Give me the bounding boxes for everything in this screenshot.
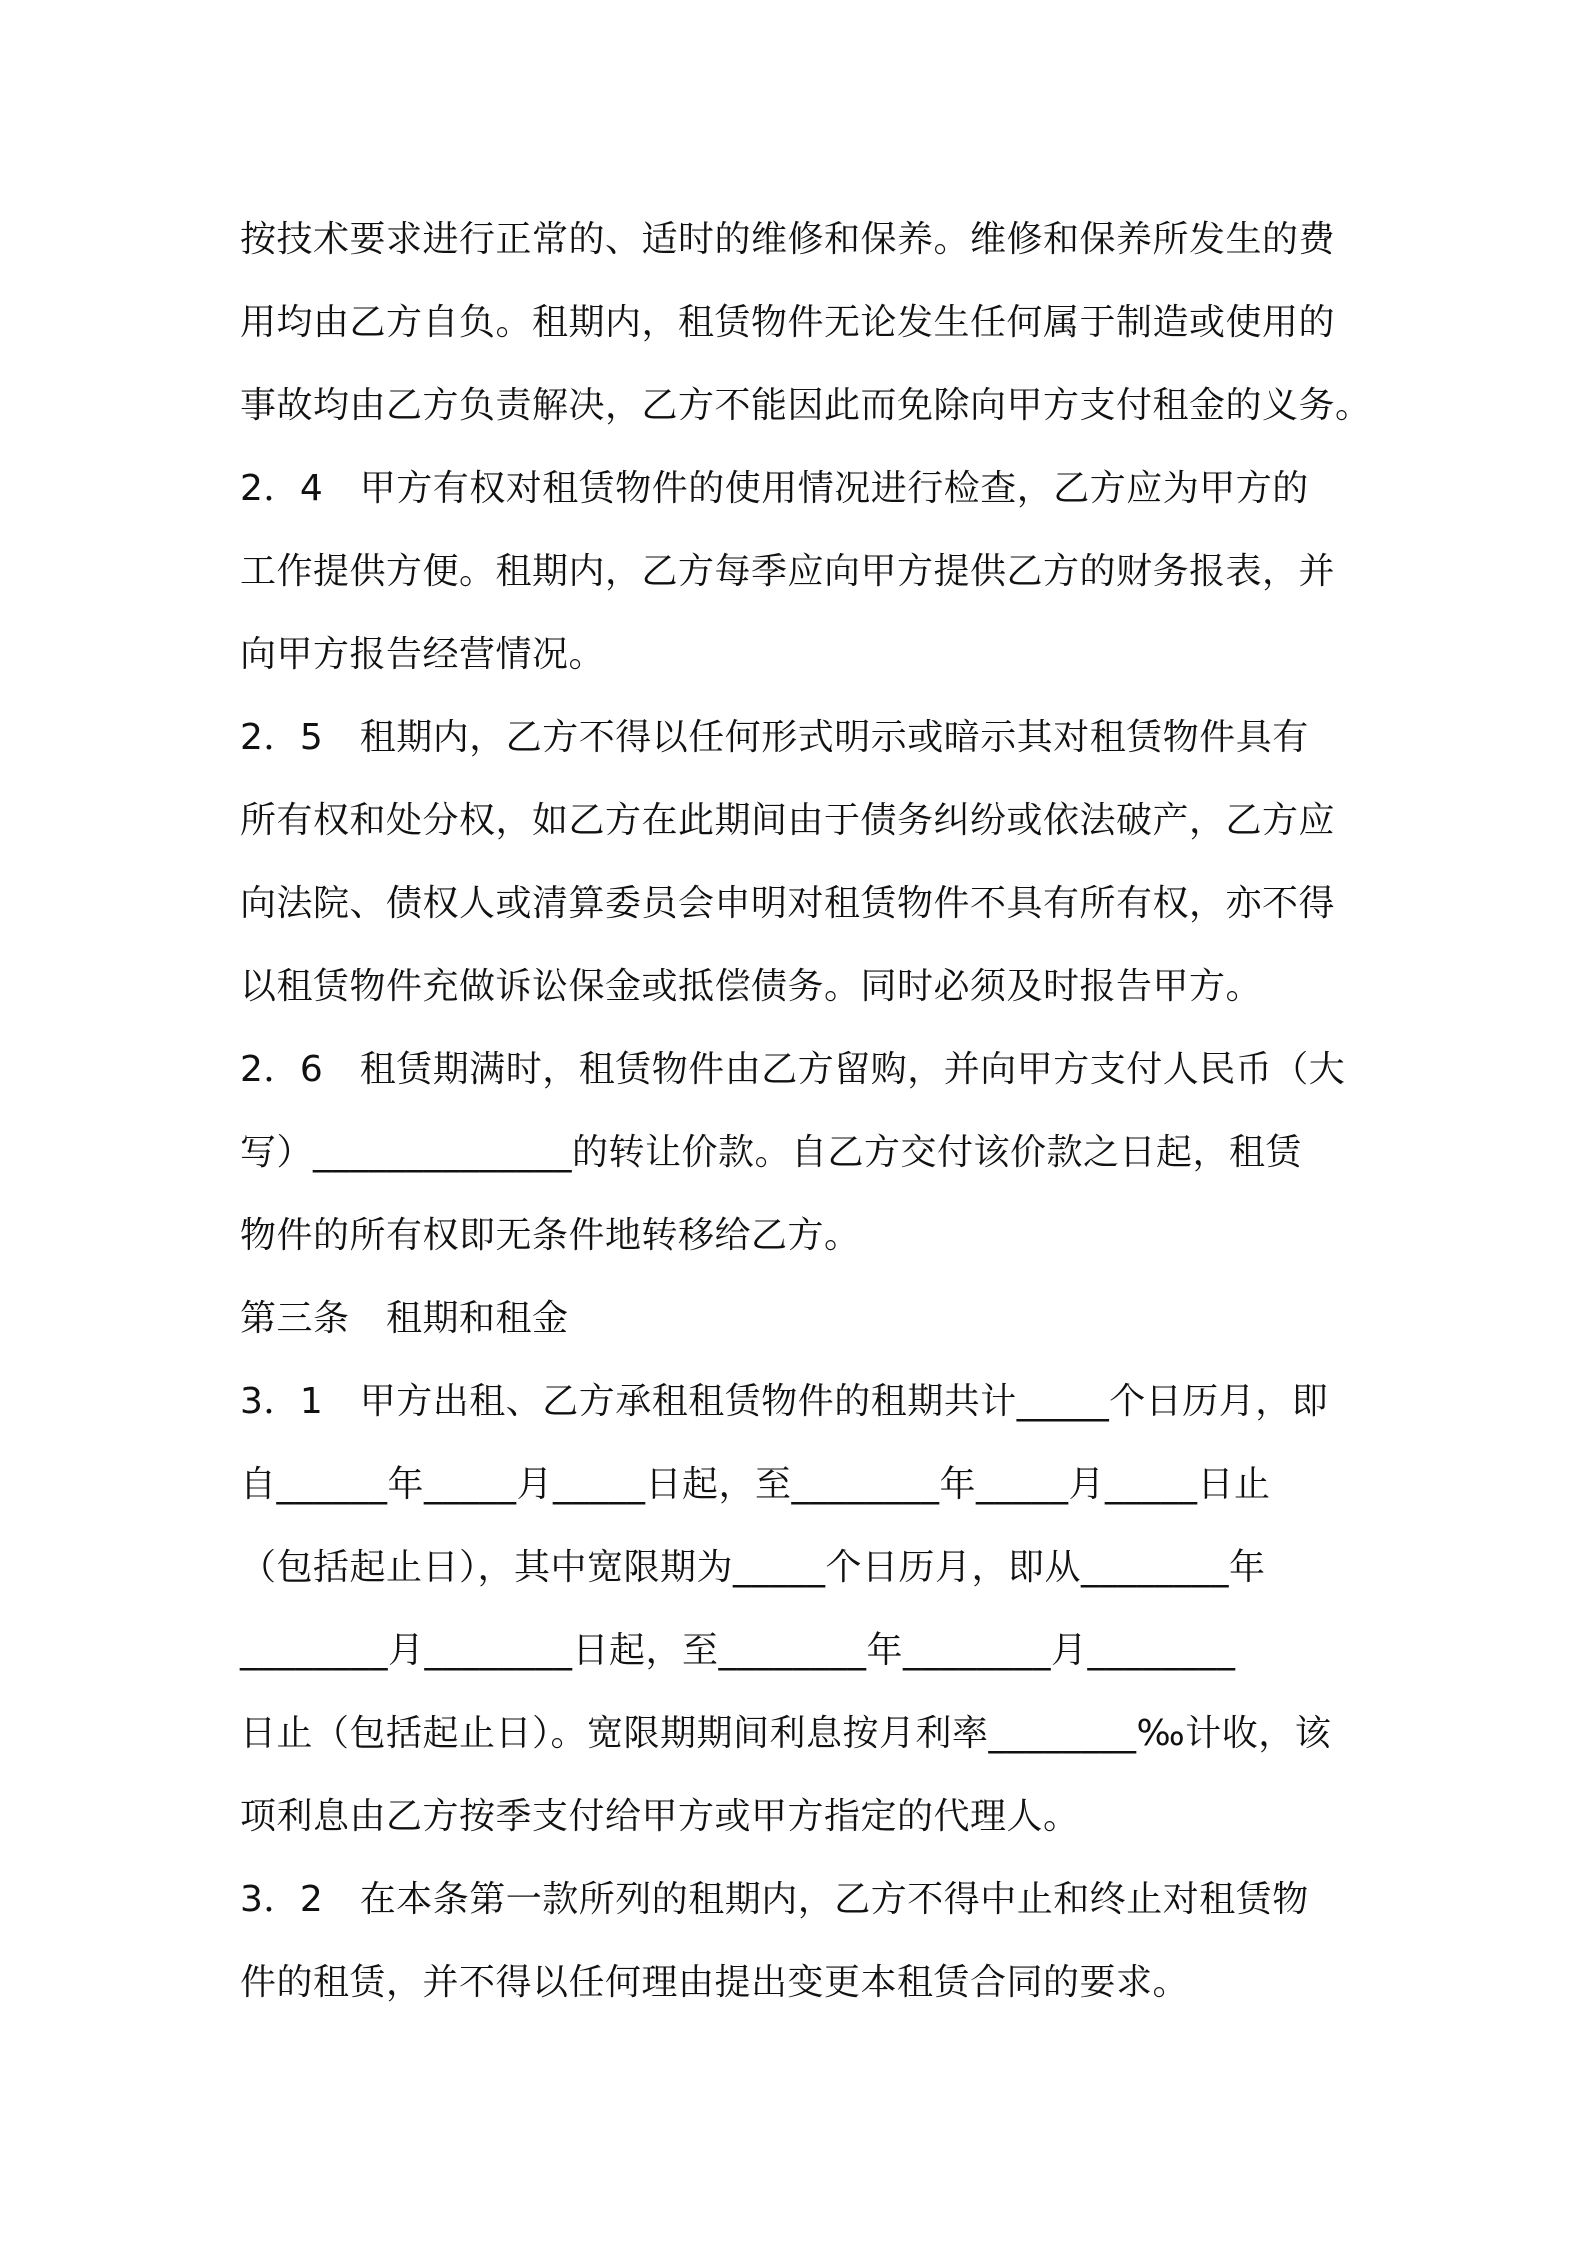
text-line: 用均由乙方自负。租期内，租赁物件无论发生任何属于制造或使用的 <box>240 302 1336 343</box>
clause-2-4-line: 2．4 甲方有权对租赁物件的使用情况进行检查，乙方应为甲方的 <box>240 468 1309 509</box>
clause-2-5-line: 2．5 租期内，乙方不得以任何形式明示或暗示其对租赁物件具有 <box>240 717 1309 758</box>
text-line: 所有权和处分权，如乙方在此期间由于债务纠纷或依法破产，乙方应 <box>240 800 1336 841</box>
text-line: 工作提供方便。租期内，乙方每季应向甲方提供乙方的财务报表，并 <box>240 551 1336 592</box>
text-line: 自______年_____月_____日起，至________年_____月_____日止 <box>240 1464 1271 1505</box>
clause-3-1-line: 3．1 甲方出租、乙方承租租赁物件的租期共计_____个日历月，即 <box>240 1381 1329 1422</box>
text-line: 向法院、债权人或清算委员会申明对租赁物件不具有所有权，亦不得 <box>240 883 1336 924</box>
article-3-heading: 第三条 租期和租金 <box>240 1298 569 1339</box>
text-line: 按技术要求进行正常的、适时的维修和保养。维修和保养所发生的费 <box>240 219 1336 260</box>
text-line: 事故均由乙方负责解决，乙方不能因此而免除向甲方支付租金的义务。 <box>240 385 1372 426</box>
text-line: 写）______________的转让价款。自乙方交付该价款之日起，租赁 <box>240 1132 1303 1173</box>
text-line: 向甲方报告经营情况。 <box>240 634 606 675</box>
text-line: ________月________日起，至________年________月________ <box>240 1630 1236 1671</box>
text-line: 以租赁物件充做诉讼保金或抵偿债务。同时必须及时报告甲方。 <box>240 966 1263 1007</box>
text-line: 件的租赁，并不得以任何理由提出变更本租赁合同的要求。 <box>240 1962 1190 2003</box>
text-line: 日止（包括起止日）。宽限期期间利息按月利率________‰计收，该 <box>240 1713 1332 1754</box>
clause-2-6-line: 2．6 租赁期满时，租赁物件由乙方留购，并向甲方支付人民币（大 <box>240 1049 1346 1090</box>
text-line: 物件的所有权即无条件地转移给乙方。 <box>240 1215 861 1256</box>
text-line: （包括起止日），其中宽限期为_____个日历月，即从________年 <box>240 1547 1266 1588</box>
text-line: 项利息由乙方按季支付给甲方或甲方指定的代理人。 <box>240 1796 1080 1837</box>
document-body <box>240 198 1372 2024</box>
clause-3-2-line: 3．2 在本条第一款所列的租期内，乙方不得中止和终止对租赁物 <box>240 1879 1309 1920</box>
